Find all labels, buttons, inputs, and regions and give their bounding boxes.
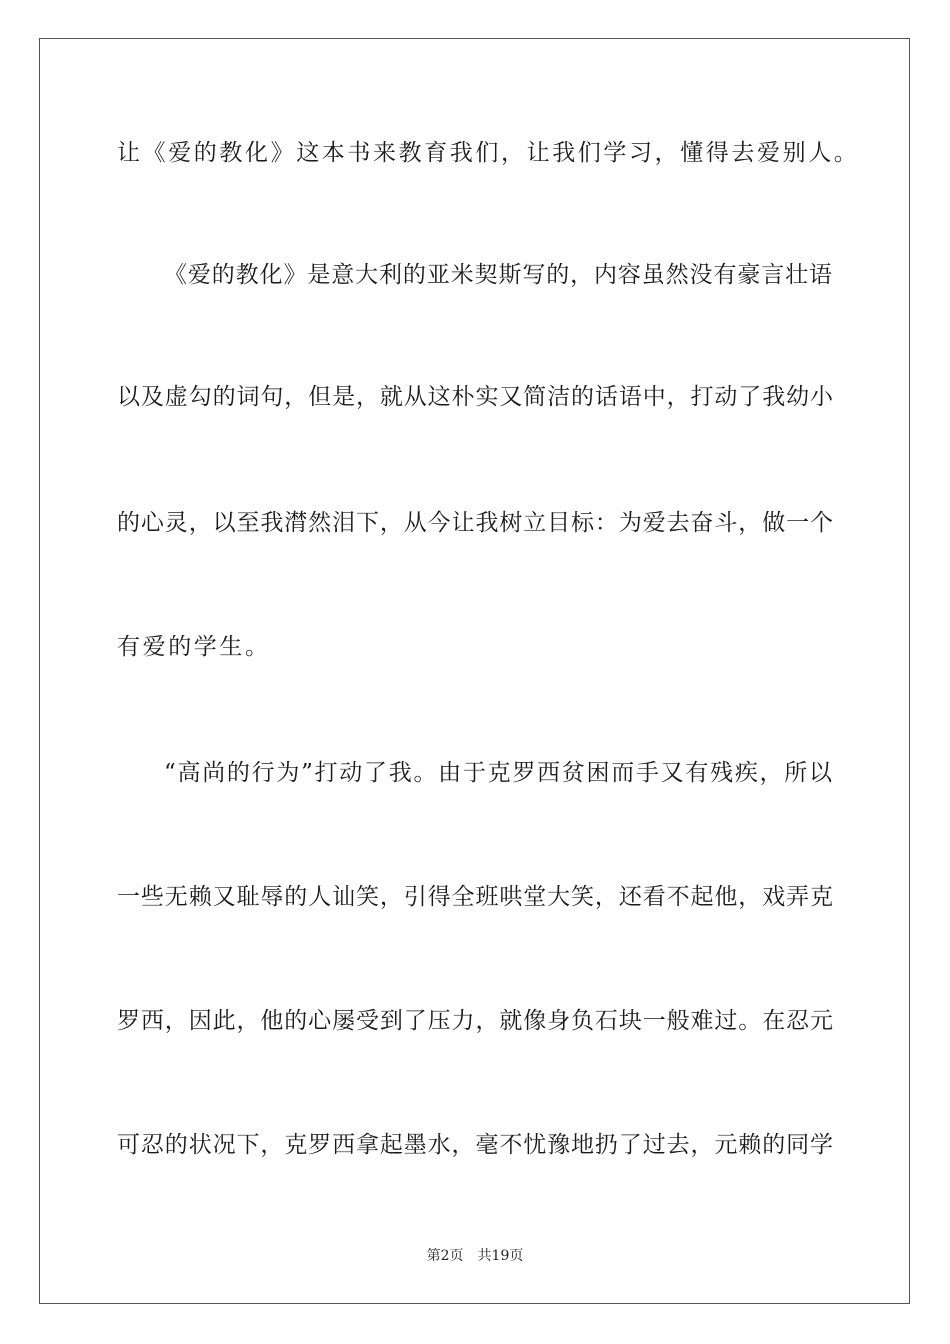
paragraph-line-9: 可忍的状况下，克罗西拿起墨水，毫不忧豫地扔了过去，元赖的同学 [117, 1132, 833, 1158]
paragraph-line-6: “高尚的行为”打动了我。由于克罗西贫困而手又有残疾，所以 [164, 760, 832, 786]
page-border [39, 38, 910, 1304]
paragraph-line-4: 的心灵，以至我潸然泪下，从今让我树立目标：为爱去奋斗，做一个 [117, 510, 833, 536]
page-total: 共19页 [477, 1248, 524, 1264]
paragraph-line-1: 让《爱的教化》这本书来教育我们，让我们学习，懂得去爱别人。 [117, 140, 860, 166]
paragraph-line-3: 以及虚勾的词句，但是，就从这朴实又简洁的话语中，打动了我幼小 [117, 384, 833, 410]
paragraph-line-7: 一些无赖又耻辱的人讪笑，引得全班哄堂大笑，还看不起他，戏弄克 [117, 884, 833, 910]
paragraph-line-8: 罗西，因此，他的心屡受到了压力，就像身负石块一般难过。在忍元 [117, 1008, 833, 1034]
page-number: 第2页 [426, 1248, 464, 1264]
page-footer [0, 1247, 950, 1265]
paragraph-line-2: 《爱的教化》是意大利的亚米契斯写的，内容虽然没有豪言壮语 [164, 262, 832, 288]
paragraph-line-5: 有爱的学生。 [117, 634, 271, 660]
